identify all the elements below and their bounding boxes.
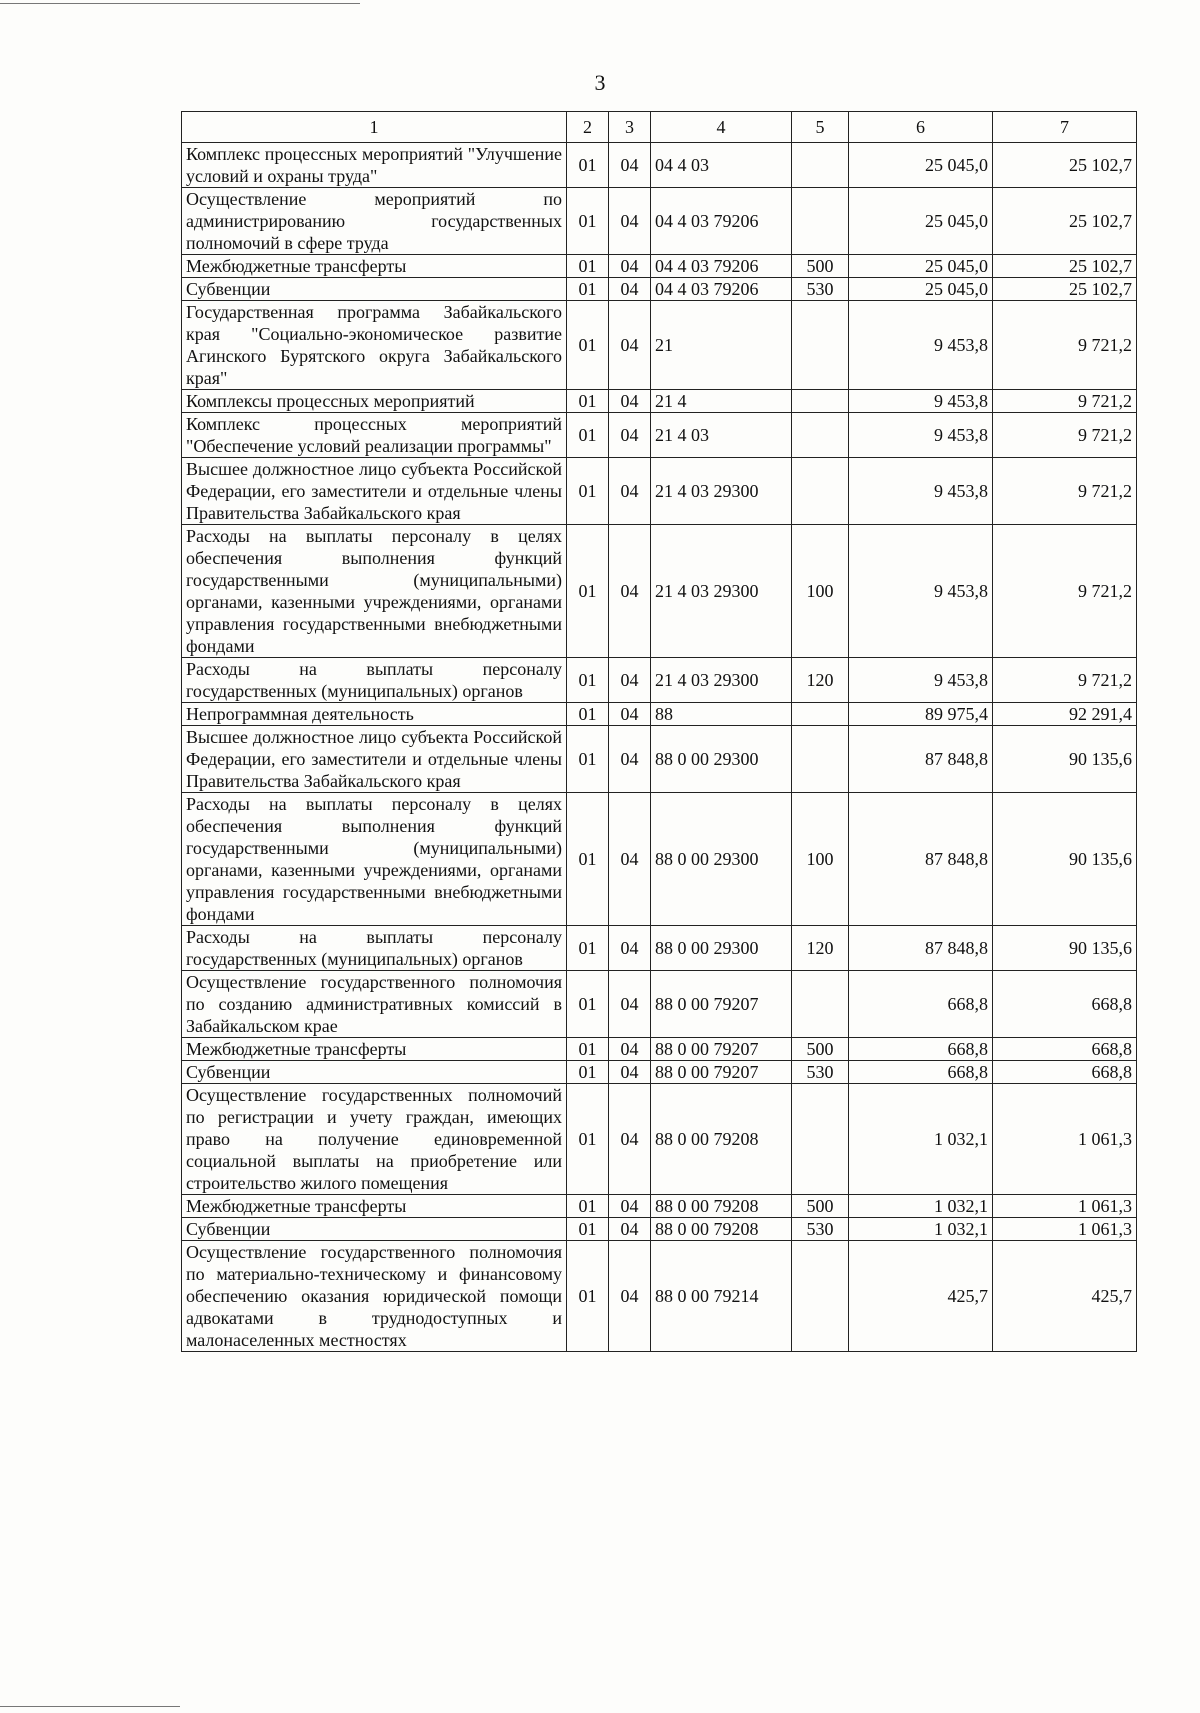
row-expense-type: 100 [792, 793, 849, 926]
row-target-code: 21 4 03 29300 [651, 458, 792, 525]
row-name: Комплексы процессных мероприятий [182, 390, 567, 413]
row-amount-col6: 87 848,8 [849, 793, 993, 926]
row-section: 01 [567, 926, 609, 971]
row-name: Осуществление государственного полномочия по материально-техническому и финансовому обеспечению оказания юридической помощи адвокатами в труднодоступных и малонаселенных местностях [182, 1241, 567, 1352]
row-section: 01 [567, 1061, 609, 1084]
row-target-code: 88 [651, 703, 792, 726]
row-amount-col6: 425,7 [849, 1241, 993, 1352]
row-name: Комплекс процессных мероприятий "Обеспечение условий реализации программы" [182, 413, 567, 458]
row-expense-type [792, 413, 849, 458]
row-name: Расходы на выплаты персоналу государственных (муниципальных) органов [182, 926, 567, 971]
row-name: Осуществление государственного полномочия по созданию административных комиссий в Забайкальском крае [182, 971, 567, 1038]
row-subsection: 04 [609, 1195, 651, 1218]
row-target-code: 88 0 00 29300 [651, 793, 792, 926]
row-amount-col6: 9 453,8 [849, 658, 993, 703]
scan-edge-line-top [0, 3, 360, 4]
row-amount-col7: 1 061,3 [993, 1195, 1137, 1218]
table-row [182, 971, 1137, 1038]
row-subsection: 04 [609, 1061, 651, 1084]
row-target-code: 04 4 03 79206 [651, 188, 792, 255]
row-target-code: 88 0 00 79208 [651, 1218, 792, 1241]
row-target-code: 88 0 00 79208 [651, 1195, 792, 1218]
row-amount-col7: 90 135,6 [993, 926, 1137, 971]
row-section: 01 [567, 188, 609, 255]
row-expense-type [792, 726, 849, 793]
row-section: 01 [567, 413, 609, 458]
row-target-code: 21 4 03 [651, 413, 792, 458]
row-amount-col7: 25 102,7 [993, 143, 1137, 188]
table-row [182, 1241, 1137, 1352]
row-amount-col7: 25 102,7 [993, 255, 1137, 278]
row-target-code: 88 0 00 29300 [651, 926, 792, 971]
row-amount-col6: 9 453,8 [849, 458, 993, 525]
page-number: 3 [594, 70, 606, 95]
row-target-code: 21 4 03 29300 [651, 658, 792, 703]
table-row [182, 188, 1137, 255]
row-amount-col7: 9 721,2 [993, 413, 1137, 458]
row-expense-type [792, 390, 849, 413]
row-target-code: 04 4 03 79206 [651, 278, 792, 301]
row-amount-col6: 9 453,8 [849, 390, 993, 413]
row-amount-col7: 90 135,6 [993, 726, 1137, 793]
header-col-5: 5 [792, 112, 849, 143]
row-subsection: 04 [609, 1084, 651, 1195]
row-name: Осуществление государственных полномочий по регистрации и учету граждан, имеющих право на получение единовременной социальной выплаты на приобретение или строительство жилого помещения [182, 1084, 567, 1195]
budget-table [181, 111, 1137, 1352]
header-col-7: 7 [993, 112, 1137, 143]
row-subsection: 04 [609, 255, 651, 278]
row-amount-col7: 25 102,7 [993, 188, 1137, 255]
row-target-code: 88 0 00 29300 [651, 726, 792, 793]
table-row [182, 1061, 1137, 1084]
row-name: Субвенции [182, 278, 567, 301]
table-row [182, 278, 1137, 301]
row-amount-col6: 25 045,0 [849, 278, 993, 301]
table-row [182, 1218, 1137, 1241]
row-amount-col7: 1 061,3 [993, 1084, 1137, 1195]
row-target-code: 21 4 03 29300 [651, 525, 792, 658]
row-section: 01 [567, 1218, 609, 1241]
row-expense-type: 120 [792, 926, 849, 971]
row-amount-col6: 9 453,8 [849, 413, 993, 458]
row-section: 01 [567, 278, 609, 301]
row-name: Расходы на выплаты персоналу в целях обеспечения выполнения функций государственными (муниципальными) органами, казенными учреждениями, органами управления государственными внебюджетными фондами [182, 793, 567, 926]
row-target-code: 88 0 00 79207 [651, 1061, 792, 1084]
row-target-code: 88 0 00 79207 [651, 971, 792, 1038]
row-amount-col7: 425,7 [993, 1241, 1137, 1352]
row-amount-col6: 25 045,0 [849, 255, 993, 278]
row-section: 01 [567, 1038, 609, 1061]
row-section: 01 [567, 458, 609, 525]
table-row [182, 726, 1137, 793]
row-subsection: 04 [609, 413, 651, 458]
row-subsection: 04 [609, 726, 651, 793]
row-amount-col6: 668,8 [849, 971, 993, 1038]
row-amount-col6: 25 045,0 [849, 188, 993, 255]
row-amount-col7: 9 721,2 [993, 390, 1137, 413]
row-amount-col7: 9 721,2 [993, 658, 1137, 703]
row-subsection: 04 [609, 390, 651, 413]
row-amount-col6: 668,8 [849, 1061, 993, 1084]
row-expense-type [792, 143, 849, 188]
row-section: 01 [567, 255, 609, 278]
row-target-code: 88 0 00 79214 [651, 1241, 792, 1352]
row-expense-type: 530 [792, 278, 849, 301]
row-amount-col6: 9 453,8 [849, 525, 993, 658]
row-section: 01 [567, 726, 609, 793]
header-row [182, 112, 1137, 143]
row-section: 01 [567, 525, 609, 658]
table-body [182, 143, 1137, 1352]
row-expense-type: 530 [792, 1218, 849, 1241]
table-row [182, 1195, 1137, 1218]
table-row [182, 301, 1137, 390]
row-section: 01 [567, 143, 609, 188]
row-target-code: 04 4 03 79206 [651, 255, 792, 278]
row-name: Субвенции [182, 1061, 567, 1084]
row-subsection: 04 [609, 458, 651, 525]
row-subsection: 04 [609, 703, 651, 726]
row-target-code: 04 4 03 [651, 143, 792, 188]
row-expense-type: 500 [792, 255, 849, 278]
row-expense-type [792, 971, 849, 1038]
row-name: Расходы на выплаты персоналу государственных (муниципальных) органов [182, 658, 567, 703]
header-col-4: 4 [651, 112, 792, 143]
row-amount-col7: 1 061,3 [993, 1218, 1137, 1241]
row-subsection: 04 [609, 301, 651, 390]
row-subsection: 04 [609, 143, 651, 188]
scan-edge-line-bottom [0, 1706, 180, 1707]
row-subsection: 04 [609, 1241, 651, 1352]
table-row [182, 1038, 1137, 1061]
row-amount-col7: 92 291,4 [993, 703, 1137, 726]
row-amount-col7: 9 721,2 [993, 458, 1137, 525]
row-expense-type: 120 [792, 658, 849, 703]
header-col-2: 2 [567, 112, 609, 143]
row-section: 01 [567, 971, 609, 1038]
table-row [182, 413, 1137, 458]
row-expense-type [792, 1241, 849, 1352]
row-amount-col6: 25 045,0 [849, 143, 993, 188]
row-expense-type [792, 301, 849, 390]
row-amount-col6: 1 032,1 [849, 1084, 993, 1195]
row-subsection: 04 [609, 188, 651, 255]
row-subsection: 04 [609, 1038, 651, 1061]
row-name: Расходы на выплаты персоналу в целях обеспечения выполнения функций государственными (муниципальными) органами, казенными учреждениями, органами управления государственными внебюджетными фондами [182, 525, 567, 658]
row-expense-type: 100 [792, 525, 849, 658]
table-row [182, 390, 1137, 413]
row-target-code: 21 [651, 301, 792, 390]
row-amount-col7: 90 135,6 [993, 793, 1137, 926]
row-name: Межбюджетные трансферты [182, 1195, 567, 1218]
row-name: Непрограммная деятельность [182, 703, 567, 726]
row-amount-col6: 87 848,8 [849, 926, 993, 971]
row-amount-col6: 87 848,8 [849, 726, 993, 793]
header-col-6: 6 [849, 112, 993, 143]
row-subsection: 04 [609, 971, 651, 1038]
row-name: Субвенции [182, 1218, 567, 1241]
header-col-1: 1 [182, 112, 567, 143]
row-amount-col7: 25 102,7 [993, 278, 1137, 301]
row-subsection: 04 [609, 278, 651, 301]
row-section: 01 [567, 793, 609, 926]
row-expense-type [792, 703, 849, 726]
table-row [182, 255, 1137, 278]
row-subsection: 04 [609, 658, 651, 703]
table-row [182, 458, 1137, 525]
row-section: 01 [567, 1241, 609, 1352]
row-amount-col7: 668,8 [993, 1061, 1137, 1084]
row-section: 01 [567, 301, 609, 390]
row-subsection: 04 [609, 926, 651, 971]
table-row [182, 793, 1137, 926]
table-row [182, 658, 1137, 703]
table-row [182, 1084, 1137, 1195]
table-row [182, 926, 1137, 971]
row-target-code: 88 0 00 79208 [651, 1084, 792, 1195]
row-subsection: 04 [609, 525, 651, 658]
row-section: 01 [567, 703, 609, 726]
row-subsection: 04 [609, 1218, 651, 1241]
row-amount-col7: 668,8 [993, 1038, 1137, 1061]
row-amount-col7: 9 721,2 [993, 525, 1137, 658]
row-section: 01 [567, 1084, 609, 1195]
row-name: Высшее должностное лицо субъекта Российской Федерации, его заместители и отдельные члены Правительства Забайкальского края [182, 726, 567, 793]
row-target-code: 88 0 00 79207 [651, 1038, 792, 1061]
row-expense-type: 500 [792, 1195, 849, 1218]
row-amount-col6: 1 032,1 [849, 1218, 993, 1241]
row-amount-col6: 1 032,1 [849, 1195, 993, 1218]
row-amount-col6: 9 453,8 [849, 301, 993, 390]
row-name: Осуществление мероприятий по администрированию государственных полномочий в сфере труда [182, 188, 567, 255]
row-expense-type: 530 [792, 1061, 849, 1084]
row-expense-type [792, 458, 849, 525]
row-section: 01 [567, 390, 609, 413]
row-name: Высшее должностное лицо субъекта Российской Федерации, его заместители и отдельные члены Правительства Забайкальского края [182, 458, 567, 525]
row-amount-col6: 89 975,4 [849, 703, 993, 726]
row-expense-type [792, 188, 849, 255]
row-amount-col7: 668,8 [993, 971, 1137, 1038]
table-row [182, 525, 1137, 658]
row-amount-col7: 9 721,2 [993, 301, 1137, 390]
row-name: Межбюджетные трансферты [182, 1038, 567, 1061]
row-name: Комплекс процессных мероприятий "Улучшение условий и охраны труда" [182, 143, 567, 188]
table-row [182, 703, 1137, 726]
row-name: Межбюджетные трансферты [182, 255, 567, 278]
row-target-code: 21 4 [651, 390, 792, 413]
table-row [182, 143, 1137, 188]
row-subsection: 04 [609, 793, 651, 926]
row-name: Государственная программа Забайкальского края "Социально-экономическое развитие Агинского Бурятского округа Забайкальского края" [182, 301, 567, 390]
row-section: 01 [567, 1195, 609, 1218]
row-expense-type: 500 [792, 1038, 849, 1061]
row-amount-col6: 668,8 [849, 1038, 993, 1061]
row-expense-type [792, 1084, 849, 1195]
header-col-3: 3 [609, 112, 651, 143]
row-section: 01 [567, 658, 609, 703]
